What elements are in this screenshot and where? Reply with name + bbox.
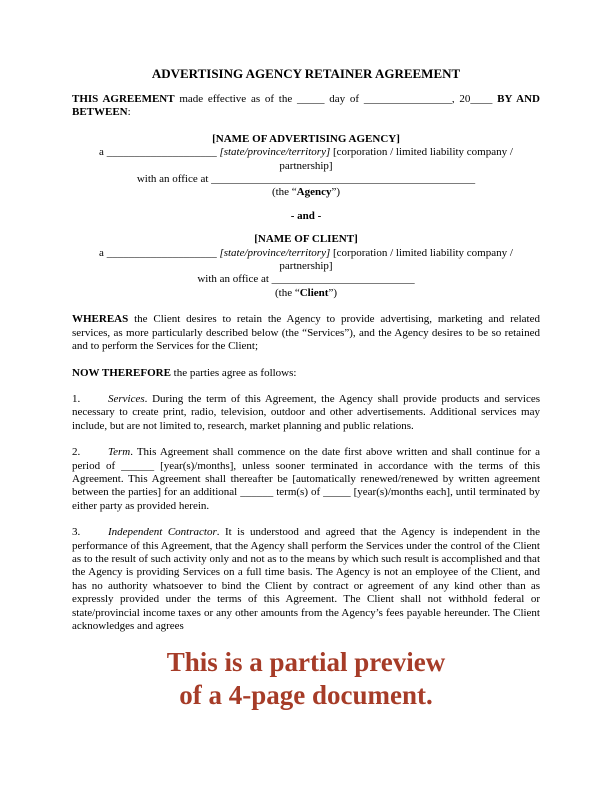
client-office-label: with an office at [197, 273, 272, 286]
whereas-paragraph [72, 313, 540, 353]
agency-office-blank: ________________________________________________ [211, 173, 476, 186]
client-the-open: (the “ [274, 286, 300, 299]
clause-independent-contractor [72, 526, 540, 633]
client-defined-term-line [72, 287, 540, 300]
now-therefore-paragraph [72, 367, 540, 380]
agency-a-prefix: a [99, 146, 107, 159]
intro-effective-date-text: made effective as of the _____ day of ________________, 20____ [174, 93, 498, 105]
clause-body: . This Agreement shall commence on the date first above written and shall continue for a period of ______ [year(s)/months], unless sooner terminated in accordance with the terms of this Agreement. This Agreement shall thereafter be [automatically renewed/renewed by written agreement between the parties] for an additional ______ term(s) of _____ [year(s)/months each], until terminated by either party as provided herein. [72, 446, 540, 512]
clause-number: 2. [72, 446, 81, 459]
preview-notice-line2: of a 4-page document. [179, 680, 433, 711]
agency-party-block [72, 133, 540, 200]
clause-title: Term [108, 446, 131, 459]
agency-jurisdiction-placeholder: [state/province/territory] [216, 146, 333, 159]
client-jurisdiction-placeholder: [state/province/territory] [216, 246, 333, 259]
agency-jurisdiction-line [72, 146, 540, 173]
agency-name-header: [NAME OF ADVERTISING AGENCY] [212, 132, 400, 145]
clause-title: Independent Contractor [108, 526, 217, 539]
preview-notice-line1: This is a partial preview [166, 647, 446, 678]
whereas-text: the Client desires to retain the Agency to provide advertising, marketing and related services, as more particularly described below (the “Services”), and the Agency desires to be so retained and to perform the Services for the Client; [72, 313, 540, 353]
agency-the-close: ”) [331, 186, 341, 199]
client-the-close: ”) [328, 286, 337, 299]
agency-office-label: with an office at [136, 173, 212, 186]
now-therefore-keyword: NOW THEREFORE [72, 366, 171, 379]
now-therefore-text: the parties agree as follows: [170, 366, 297, 379]
client-jurisdiction-line [72, 247, 540, 274]
agency-the-open: (the “ [271, 186, 297, 199]
client-defined-term: Client [299, 286, 329, 299]
preview-notice [72, 646, 540, 712]
client-office-line [72, 273, 540, 286]
agency-entity-types: [corporation / limited liability company / partnership] [279, 146, 513, 172]
client-name-blank: ____________________ [106, 246, 217, 259]
client-a-prefix: a [99, 246, 107, 259]
agency-name-blank: ____________________ [106, 146, 217, 159]
intro-colon: : [127, 106, 131, 119]
document-title: ADVERTISING AGENCY RETAINER AGREEMENT [151, 66, 461, 81]
clause-term [72, 446, 540, 513]
client-party-block [72, 233, 540, 300]
clause-title: Services [108, 392, 145, 405]
clause-number: 3. [72, 526, 81, 539]
clause-body: . During the term of this Agreement, the Agency shall provide products and services necessary to create print, radio, television, outdoor and other advertisements. Additional services may include, but are not limited to, research, market planning and public relations. [72, 392, 540, 432]
client-entity-types: [corporation / limited liability company / partnership] [279, 246, 513, 273]
agency-office-line [72, 173, 540, 186]
client-name-header: [NAME OF CLIENT] [254, 233, 358, 246]
clause-services [72, 393, 540, 433]
intro-paragraph [72, 93, 540, 120]
intro-this-agreement: THIS AGREEMENT [72, 93, 175, 105]
agency-defined-term-line [72, 186, 540, 199]
and-separator: - and - [290, 209, 322, 222]
clause-number: 1. [72, 392, 81, 405]
intro-by-and-between: BY AND BETWEEN [72, 93, 540, 119]
clause-body: . It is understood and agreed that the Agency is independent in the performance of this Agreement, that the Agency shall perform the Services under the control of the Client as to the result of such activity only and not as to the means by which such result is accomplished and that the Agency is providing Services on a full time basis. The Agency is not an employee of the Client, and has no authority whatsoever to bind the Client by contract or agreement of any kind other than as expressly provided under the terms of this Agreement. The Client shall not withhold federal or state/provincial income taxes or any other amounts from the Agency’s fees payable hereunder. The Client acknowledges and agrees [72, 526, 540, 632]
agency-defined-term: Agency [296, 186, 332, 199]
client-office-blank: __________________________ [271, 273, 415, 286]
whereas-keyword: WHEREAS [72, 313, 129, 326]
